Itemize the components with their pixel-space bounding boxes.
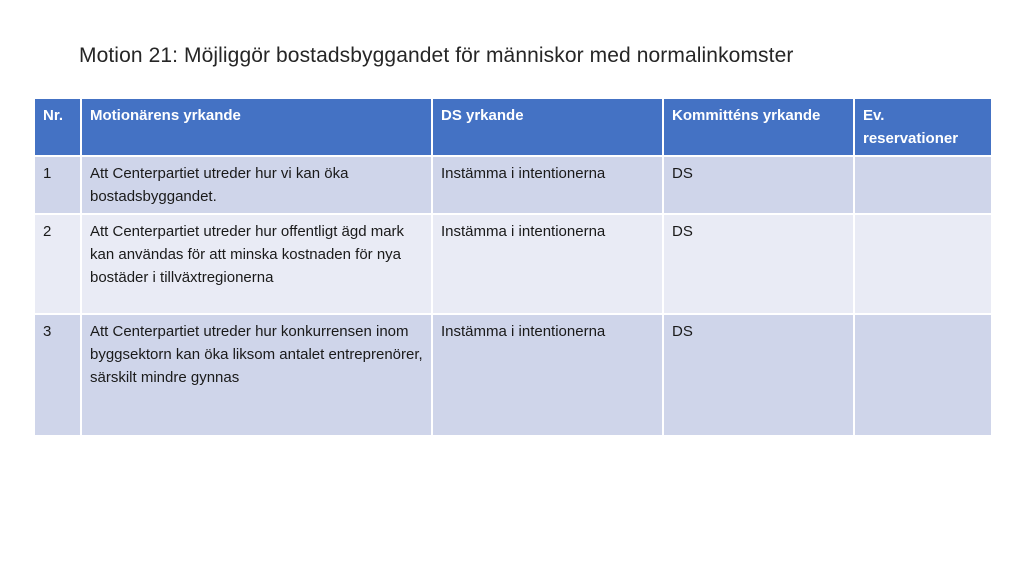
table-row [34,156,992,214]
cell-ds: Instämma i intentionerna [432,214,663,314]
header-committee: Kommitténs yrkande [663,98,854,156]
cell-ds: Instämma i intentionerna [432,156,663,214]
cell-nr: 1 [34,156,81,214]
cell-nr: 3 [34,314,81,436]
header-motion: Motionärens yrkande [81,98,432,156]
cell-committee: DS [663,156,854,214]
cell-motion: Att Centerpartiet utreder hur vi kan öka bostadsbyggandet. [81,156,432,214]
table-row [34,214,992,314]
cell-motion: Att Centerpartiet utreder hur konkurrensen inom byggsektorn kan öka liksom antalet entreprenörer, särskilt mindre gynnas [81,314,432,436]
cell-committee: DS [663,314,854,436]
motion-table [33,97,993,437]
cell-committee: DS [663,214,854,314]
cell-nr: 2 [34,214,81,314]
slide-title: Motion 21: Möjliggör bostadsbyggandet för människor med normalinkomster [79,44,794,67]
table-row [34,314,992,436]
cell-motion: Att Centerpartiet utreder hur offentligt ägd mark kan användas för att minska kostnaden för nya bostäder i tillväxtregionerna [81,214,432,314]
header-nr: Nr. [34,98,81,156]
cell-reservations [854,314,992,436]
cell-ds: Instämma i intentionerna [432,314,663,436]
cell-reservations [854,156,992,214]
cell-reservations [854,214,992,314]
header-ds: DS yrkande [432,98,663,156]
header-reservations: Ev. reservationer [854,98,992,156]
table-header-row [34,98,992,156]
